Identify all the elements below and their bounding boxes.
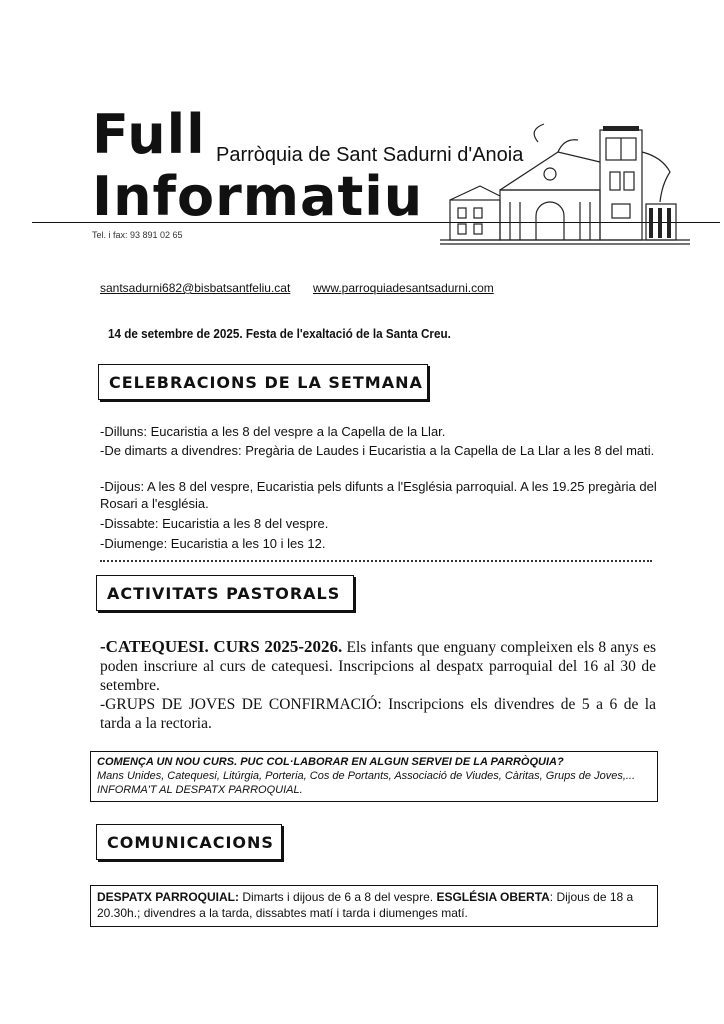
- esglesia-text: : Dijous de 18 a 20.30h.; divendres a la tarda, dissabtes matí i tarda i diumenges matí.: [97, 890, 634, 920]
- hours-box: [90, 885, 658, 927]
- dotted-divider: [100, 560, 652, 562]
- celebracions-heading: CELEBRACIONS DE LA SETMANA: [98, 364, 428, 400]
- masthead-title-full: Full: [92, 103, 206, 166]
- date-line: 14 de setembre de 2025. Festa de l'exaltació de la Santa Creu.: [108, 326, 451, 341]
- esglesia-label: ESGLÉSIA OBERTA: [436, 890, 550, 904]
- website-link[interactable]: www.parroquiadesantsadurni.com: [313, 281, 494, 295]
- catequesi-text: Els infants que enguany compleixen els 8 anys es poden inscriure al curs de catequesi. Inscripcions al despatx parroquial del 16 al 30 de setembre.: [100, 639, 656, 694]
- catequesi-lead: -CATEQUESI. CURS 2025-2026.: [100, 637, 343, 656]
- celebracio-line-4: -Dissabte: Eucaristia a les 8 del vespre.: [100, 516, 329, 531]
- joves-text: -GRUPS DE JOVES DE CONFIRMACIÓ: Inscripcions els divendres de 5 a 6 de la tarda a la rectoria.: [100, 696, 656, 732]
- celebracio-line-2: -De dimarts a divendres: Pregària de Laudes i Eucaristia a la Capella de La Llar a les 8 del mati.: [100, 443, 655, 458]
- celebracio-line-5: -Diumenge: Eucaristia a les 10 i les 12.: [100, 536, 326, 551]
- celebracio-line-3: -Dijous: A les 8 del vespre, Eucaristia pels difunts a l'Església parroquial. A les 19.25 pregària del Rosari a l'església.: [100, 479, 657, 511]
- phone-fax: Tel. i fax: 93 891 02 65: [92, 230, 183, 240]
- nou-curs-box: [90, 751, 658, 802]
- parish-name: Parròquia de Sant Sadurni d'Anoia: [216, 144, 524, 166]
- nou-curs-heading: COMENÇA UN NOU CURS. PUC COL·LABORAR EN ALGUN SERVEI DE LA PARRÒQUIA?: [97, 756, 564, 768]
- activitats-heading: ACTIVITATS PASTORALS: [96, 575, 354, 611]
- nou-curs-text: Mans Unides, Catequesi, Litúrgia, Porteria, Cos de Portants, Associació de Viudes, Càritas, Grups de Joves,... INFORMA'T AL DESPATX PARROQUIAL.: [97, 770, 636, 796]
- email-link[interactable]: santsadurni682@bisbatsantfeliu.cat: [100, 281, 291, 295]
- church-illustration: [440, 112, 690, 252]
- masthead-title-informatiu: Informatiu: [92, 165, 424, 228]
- despatx-label: DESPATX PARROQUIAL:: [97, 890, 240, 904]
- comunicacions-heading: COMUNICACIONS: [96, 824, 282, 860]
- celebracio-line-1: -Dilluns: Eucaristia a les 8 del vespre a la Capella de la Llar.: [100, 424, 446, 439]
- activitats-text: [100, 637, 656, 733]
- despatx-text: Dimarts i dijous de 6 a 8 del vespre.: [239, 890, 437, 904]
